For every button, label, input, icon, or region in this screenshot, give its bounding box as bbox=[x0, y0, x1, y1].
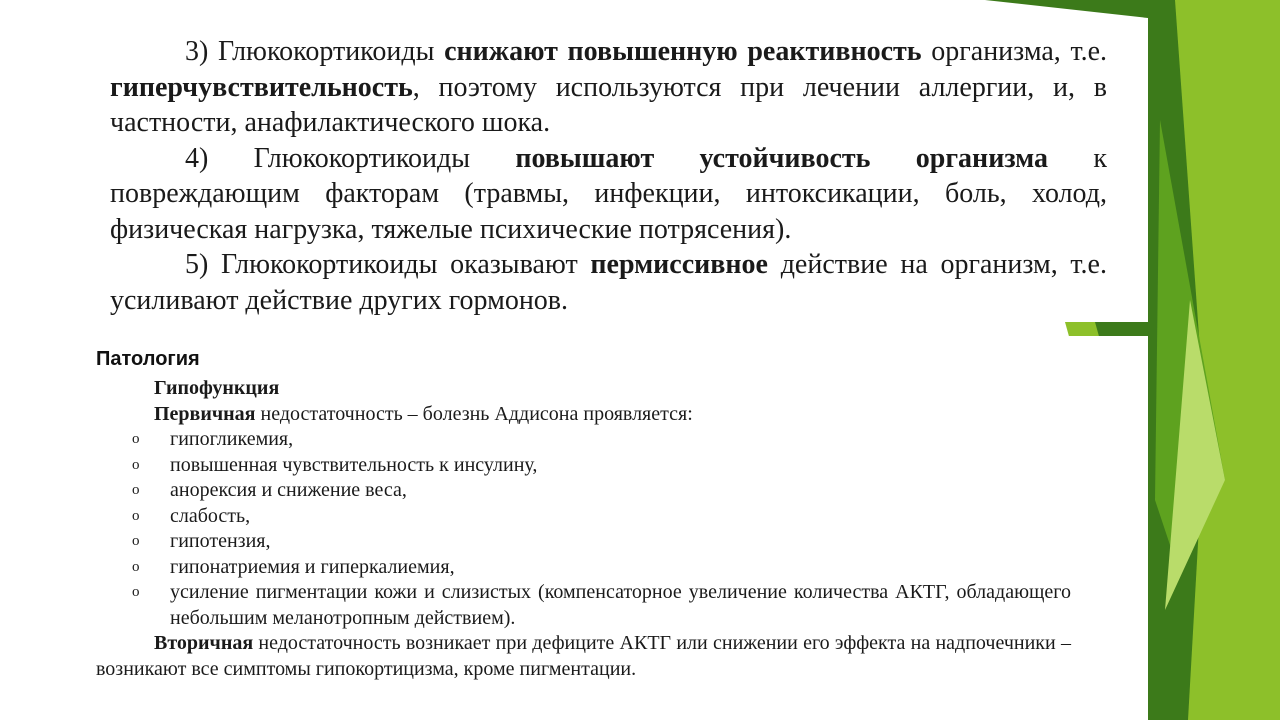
p3-text-1: организма, т.е. bbox=[921, 36, 1108, 67]
list-item bbox=[96, 580, 1071, 631]
primary-bold: Первичная bbox=[154, 402, 256, 425]
list-item bbox=[96, 555, 1071, 581]
bullet-marker: o bbox=[132, 533, 140, 549]
list-item-text: гипотензия, bbox=[170, 530, 271, 552]
paragraph-3 bbox=[110, 34, 1107, 141]
list-item-text: гипогликемия, bbox=[170, 428, 294, 450]
p3-bold-2: гиперчувствительность bbox=[110, 71, 413, 103]
p3-lead: 3) Глюкокортикоиды bbox=[185, 36, 445, 67]
list-item-text: гипонатриемия и гиперкалиемия, bbox=[170, 555, 455, 578]
bullet-marker: o bbox=[132, 482, 140, 498]
deco-top-wedge bbox=[985, 0, 1148, 18]
subheading-text: Гипофункция bbox=[154, 377, 280, 399]
list-item bbox=[96, 478, 1071, 504]
subheading bbox=[96, 376, 1071, 402]
document-body bbox=[96, 376, 1071, 682]
list-item-text: усиление пигментации кожи и слизистых (компенсаторное увеличение количества АКТГ, обладающего небольшим меланотропным действием). bbox=[170, 581, 1071, 629]
bullet-marker: o bbox=[132, 431, 140, 447]
p5-bold-1: пермиссивное bbox=[590, 249, 768, 280]
section-title: Патология bbox=[96, 348, 200, 370]
bullet-marker: o bbox=[132, 456, 140, 473]
p4-text-1: к повреждающим факторам (травмы, инфекции, интоксикации, боль, холод, физическая нагрузка, тяжелые психические потрясения). bbox=[110, 142, 1107, 245]
list-item-text: слабость, bbox=[170, 504, 251, 527]
p4-lead: 4) Глюкокортикоиды bbox=[185, 142, 516, 174]
bullet-marker: o bbox=[132, 584, 140, 600]
list-item-text: анорексия и снижение веса, bbox=[170, 479, 407, 501]
document-excerpt bbox=[0, 336, 1148, 720]
list-item bbox=[96, 427, 1071, 453]
symptom-list bbox=[96, 427, 1071, 631]
primary-text: недостаточность – болезнь Аддисона проявляется: bbox=[255, 402, 693, 425]
p3-bold-1: снижают повышенную реактивность bbox=[444, 36, 922, 67]
slide-text-block bbox=[110, 34, 1107, 318]
secondary-text: недостаточность возникает при дефиците АКТГ или снижении его эффекта на надпочечники – возникают все симптомы гипокортицизма, кроме пигментации. bbox=[96, 632, 1071, 680]
paragraph-4 bbox=[110, 141, 1107, 248]
secondary-bold: Вторичная bbox=[154, 632, 254, 654]
p3-text-2: , поэтому используются при лечении аллергии, и, в частности, анафилактического шока. bbox=[110, 71, 1107, 138]
p4-bold-1: повышают устойчивость организма bbox=[515, 142, 1049, 174]
paragraph-5 bbox=[110, 247, 1107, 318]
list-item bbox=[96, 453, 1071, 479]
secondary-paragraph bbox=[96, 631, 1071, 682]
bullet-marker: o bbox=[132, 507, 140, 524]
bullet-marker: o bbox=[132, 558, 140, 575]
p5-lead: 5) Глюкокортикоиды оказывают bbox=[185, 249, 591, 280]
p5-text-1: действие на организм, т.е. усиливают действие других гормонов. bbox=[110, 249, 1107, 316]
list-item-text: повышенная чувствительность к инсулину, bbox=[170, 453, 538, 476]
list-item bbox=[96, 504, 1071, 530]
list-item bbox=[96, 529, 1071, 555]
primary-paragraph bbox=[96, 402, 1071, 428]
